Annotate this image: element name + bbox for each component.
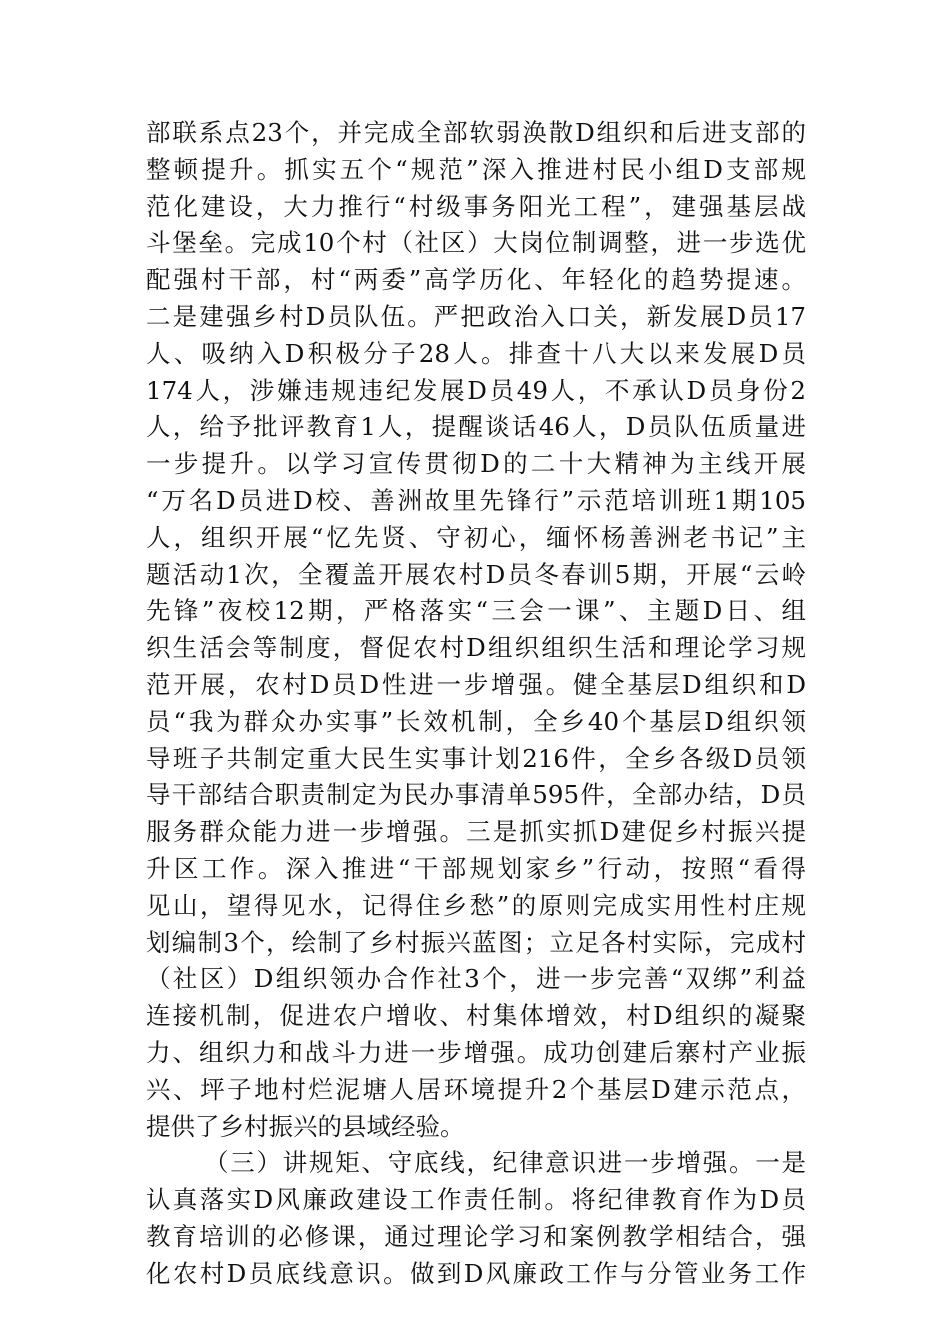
text-line: 部联系点23个，并完成全部软弱涣散D组织和后进支部的 bbox=[146, 118, 806, 147]
text-line: 见山，望得见水，记得住乡愁”的原则完成实用性村庄规 bbox=[146, 890, 806, 920]
text-line: 兴、坪子地村烂泥塘人居环境提升2个基层D建示范点， bbox=[146, 1074, 806, 1104]
text-line: 划编制3个，绘制了乡村振兴蓝图；立足各村实际，完成村 bbox=[146, 927, 806, 957]
text-line: 174人，涉嫌违规违纪发展D员49人，不承认D员身份2 bbox=[146, 375, 806, 405]
text-line: （三）讲规矩、守底线，纪律意识进一步增强。一是 bbox=[204, 1148, 806, 1178]
text-line: 导干部结合职责制定为民办事清单595件，全部办结，D员 bbox=[146, 780, 806, 810]
text-line: （社区）D组织领办合作社3个，进一步完善“双绑”利益 bbox=[146, 964, 806, 994]
text-line: 人，组织开展“忆先贤、守初心，缅怀杨善洲老书记”主 bbox=[146, 522, 806, 552]
text-line: 二是建强乡村D员队伍。严把政治入口关，新发展D员17 bbox=[146, 301, 806, 331]
text-line: 认真落实D风廉政建设工作责任制。将纪律教育作为D员 bbox=[146, 1185, 806, 1215]
text-line: 提供了乡村振兴的县域经验。 bbox=[146, 1111, 465, 1141]
text-line: 人、吸纳入D积极分子28人。排查十八大以来发展D员 bbox=[146, 338, 806, 368]
text-line: 配强村干部，村“两委”高学历化、年轻化的趋势提速。 bbox=[146, 265, 806, 295]
text-line: 范开展，农村D员D性进一步增强。健全基层D组织和D bbox=[146, 669, 806, 699]
text-line: 服务群众能力进一步增强。三是抓实抓D建促乡村振兴提 bbox=[146, 817, 806, 847]
text-line: 织生活会等制度，督促农村D组织组织生活和理论学习规 bbox=[146, 633, 806, 663]
text-line: 导班子共制定重大民生实事计划216件，全乡各级D员领 bbox=[146, 743, 806, 773]
text-line: 力、组织力和战斗力进一步增强。成功创建后寨村产业振 bbox=[146, 1037, 806, 1067]
text-line: 斗堡垒。完成10个村（社区）大岗位制调整，进一步选优 bbox=[146, 228, 806, 258]
text-line: 员“我为群众办实事”长效机制，全乡40个基层D组织领 bbox=[146, 706, 806, 736]
text-line: 题活动1次，全覆盖开展农村D员冬春训5期，开展“云岭 bbox=[146, 559, 806, 589]
text-line: 先锋”夜校12期，严格落实“三会一课”、主题D日、组 bbox=[146, 596, 806, 626]
text-line: 升区工作。深入推进“干部规划家乡”行动，按照“看得 bbox=[146, 853, 806, 883]
text-line: 人，给予批评教育1人，提醒谈话46人，D员队伍质量进 bbox=[146, 412, 806, 442]
text-line: 整顿提升。抓实五个“规范”深入推进村民小组D支部规 bbox=[146, 154, 806, 184]
body-text bbox=[146, 115, 806, 1293]
text-line: “万名D员进D校、善洲故里先锋行”示范培训班1期105 bbox=[146, 485, 806, 515]
text-line: 连接机制，促进农户增收、村集体增效，村D组织的凝聚 bbox=[146, 1001, 806, 1031]
text-line: 教育培训的必修课，通过理论学习和案例教学相结合，强 bbox=[146, 1221, 806, 1251]
text-line: 范化建设，大力推行“村级事务阳光工程”，建强基层战 bbox=[146, 191, 806, 221]
text-line: 一步提升。以学习宣传贯彻D的二十大精神为主线开展 bbox=[146, 449, 806, 479]
text-line: 化农村D员底线意识。做到D风廉政工作与分管业务工作 bbox=[146, 1258, 806, 1288]
